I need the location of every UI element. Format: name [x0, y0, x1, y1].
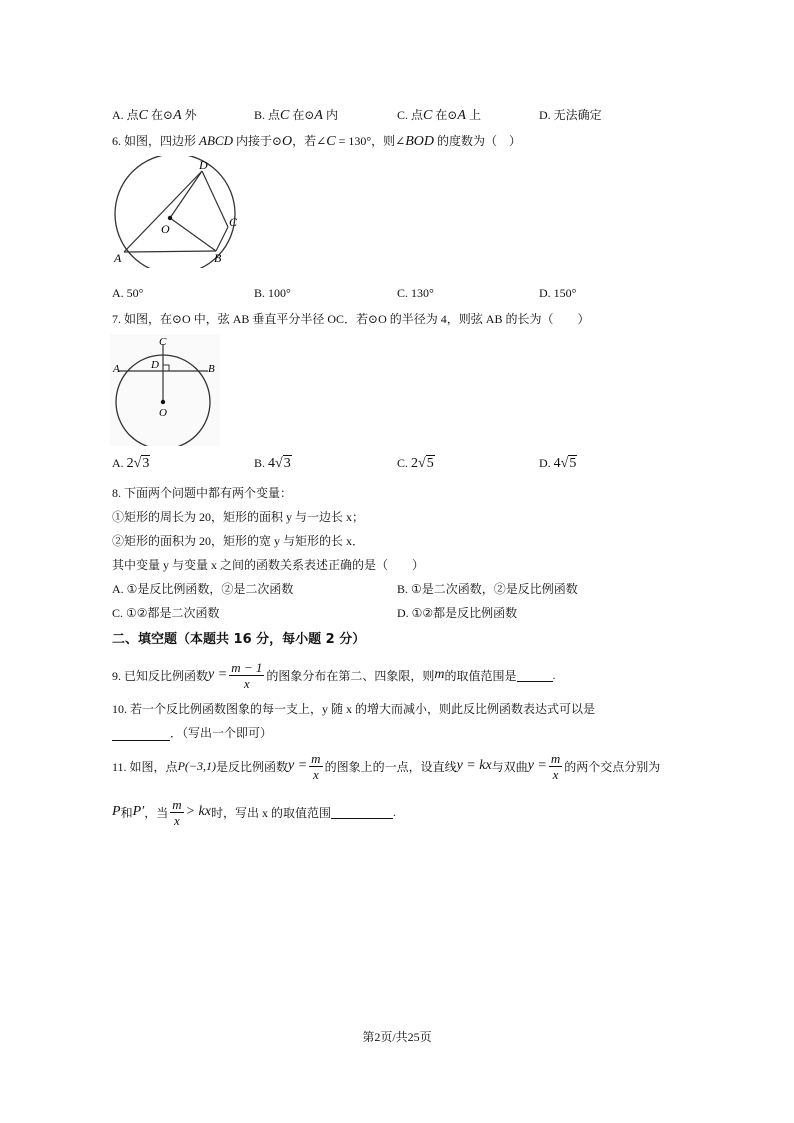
q6-label-o: O: [161, 222, 170, 236]
q8-option-c: C. ①②都是二次函数: [112, 606, 220, 620]
q6-option-a: A. 50°: [112, 286, 144, 300]
q11-line-1: 11. 如图，点 P(−3,1) 是反比例函数 y = $\frac{m}{x}$ 的图象上的一点，设直线 y = kx 与双曲 y = $\frac{m}{x}$ 的两个交点分别为: [112, 750, 661, 782]
q7-stem: 7. 如图，在⊙O 中，弦 AB 垂直平分半径 OC．若⊙O 的半径为 4，则弦 AB 的长为（ ）: [112, 312, 590, 326]
q11-answer-blank[interactable]: [331, 806, 393, 819]
q8-question: 其中变量 y 与变量 x 之间的函数关系表述正确的是（ ）: [112, 558, 425, 572]
q8-item-2: ②矩形的面积为 20，矩形的宽 y 与矩形的长 x．: [112, 534, 365, 548]
q9-answer-blank[interactable]: [517, 669, 553, 682]
q11-fraction-3: $\frac{m}{x}$: [172, 796, 182, 828]
q10-line-2: ．（写出一个即可）: [112, 724, 272, 741]
q11-line-2: P 和 P′ ，当 $\frac{m}{x}$ > kx 时，写出 x 的取值范围 .: [112, 796, 396, 828]
q10-line-1: 10. 若一个反比例函数图象的每一支上，y 随 x 的增大而减小，则此反比例函数表达式可以是: [112, 702, 596, 716]
q6-circle-figure: [108, 156, 248, 268]
page-footer: 第2页/共25页: [362, 1030, 432, 1044]
q8-option-d: D. ①②都是反比例函数: [397, 606, 518, 620]
q6-option-c: C. 130°: [397, 286, 434, 300]
q7-option-d: D. 4√5: [539, 456, 577, 471]
q10-answer-blank[interactable]: [112, 728, 170, 741]
q7-label-o: O: [159, 407, 167, 419]
q8-stem: 8. 下面两个问题中都有两个变量：: [112, 486, 293, 500]
q7-label-d: D: [151, 359, 159, 371]
section-title-fill-in: 二、填空题（本题共 16 分，每小题 2 分）: [112, 632, 366, 647]
q9-fraction: $\frac{m - 1}{x}$: [231, 659, 263, 691]
q7-circle-figure: [110, 334, 220, 446]
q6-label-b: B: [214, 251, 222, 265]
q8-option-b: B. ①是二次函数，②是反比例函数: [397, 582, 578, 596]
q6-option-b: B. 100°: [254, 286, 291, 300]
q7-option-b: B. 4√3: [254, 456, 291, 471]
q5-option-a: A. 点C 在⊙A 外: [112, 108, 197, 123]
q6-label-a: A: [114, 251, 122, 265]
q11-fraction-2: $\frac{m}{x}$: [550, 750, 561, 782]
q7-option-c: C. 2√5: [397, 456, 434, 471]
q7-label-b: B: [208, 363, 215, 375]
q5-option-b: B. 点C 在⊙A 内: [254, 108, 338, 123]
q6-option-d: D. 150°: [539, 286, 577, 300]
q6-label-d: D: [199, 158, 208, 172]
q7-label-c: C: [159, 336, 167, 348]
q6-stem: 6. 如图，四边形 ABCD 内接于⊙O，若∠C = 130°，则∠BOD 的度数为（ ）: [112, 133, 521, 149]
q6-label-c: C: [229, 215, 238, 229]
q7-option-a: A. 2√3: [112, 456, 150, 471]
q9-stem: 9. 已知反比例函数 y = $\frac{m - 1}{x}$ 的图象分布在第二、四象限，则 m 的取值范围是 .: [112, 659, 556, 691]
q5-option-c: C. 点C 在⊙A 上: [397, 108, 481, 123]
q7-label-a: A: [113, 363, 120, 375]
q8-option-a: A. ①是反比例函数，②是二次函数: [112, 582, 294, 596]
q8-item-1: ①矩形的周长为 20，矩形的面积 y 与一边长 x；: [112, 510, 365, 524]
q11-fraction-1: $\frac{m}{x}$: [311, 750, 321, 782]
q5-option-d: D. 无法确定: [539, 108, 602, 122]
